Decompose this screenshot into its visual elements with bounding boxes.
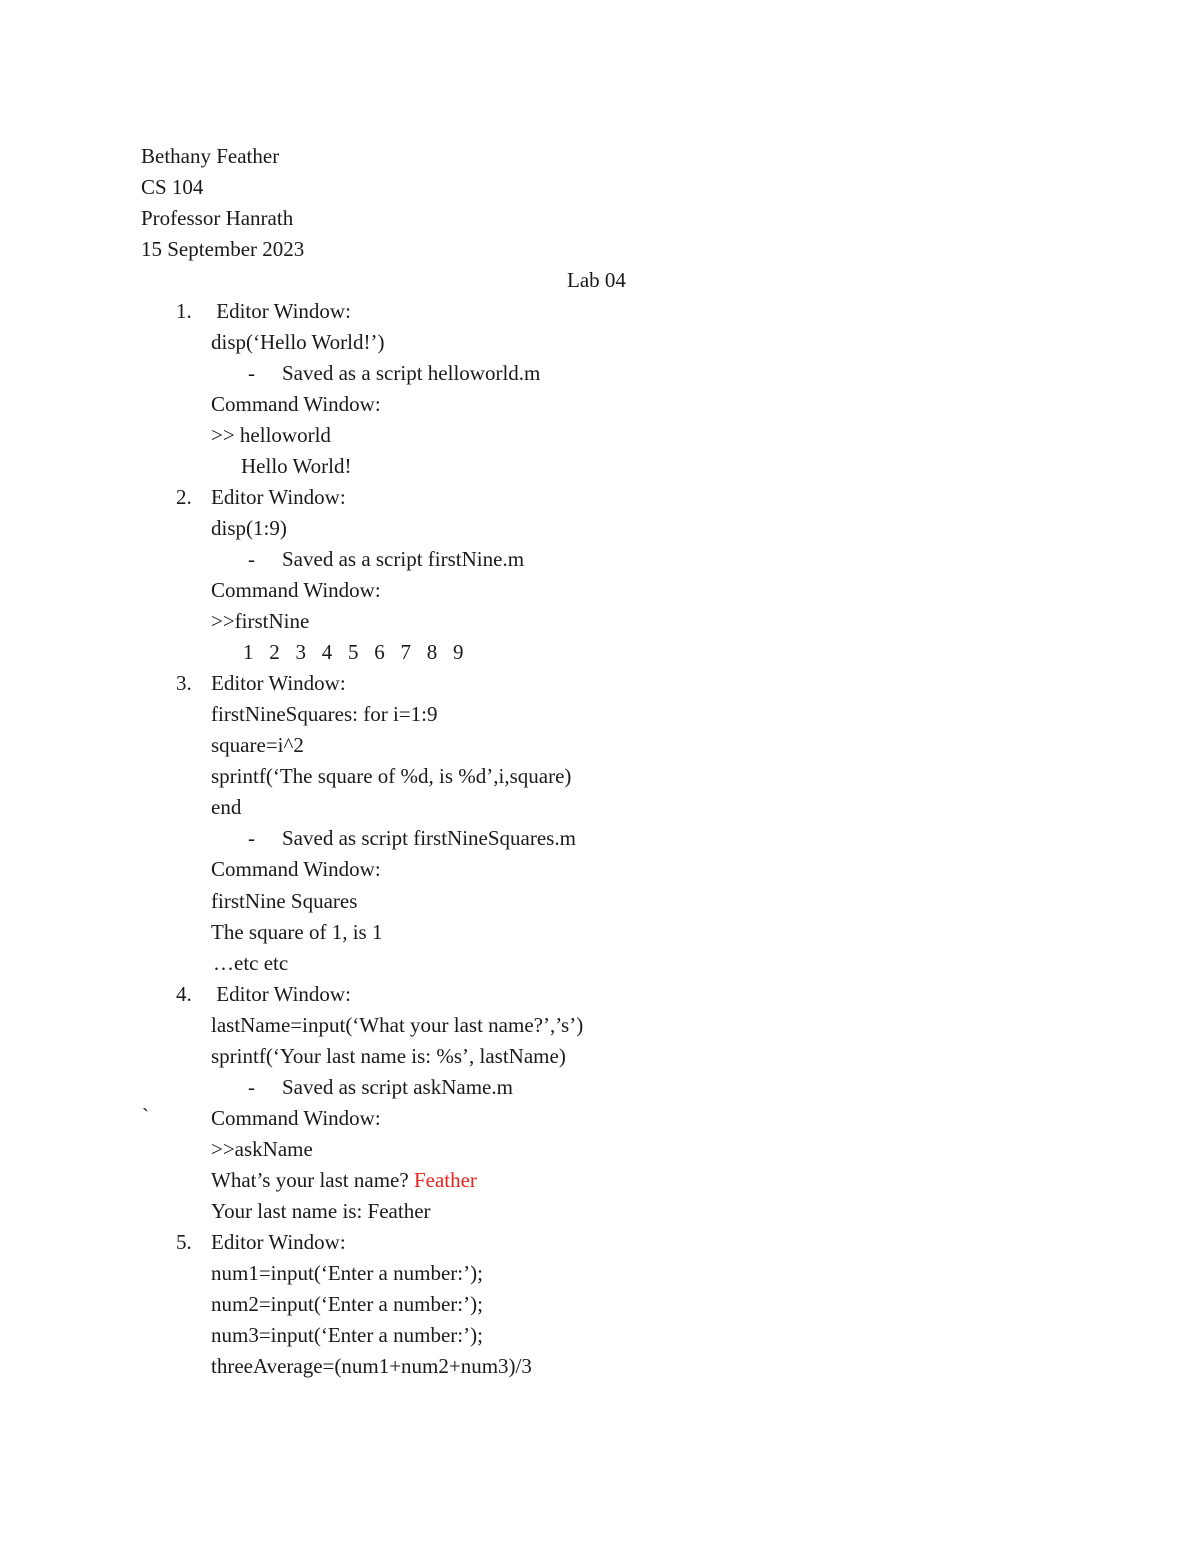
saved-note: Saved as script firstNineSquares.m: [282, 826, 576, 850]
bullet-dash: -: [248, 1075, 255, 1099]
code-line: num2=input(‘Enter a number:’);: [211, 1292, 483, 1316]
command-line: >>firstNine: [211, 609, 310, 633]
code-line: square=i^2: [211, 733, 304, 757]
code-line: sprintf(‘The square of %d, is %d’,i,square): [211, 764, 572, 788]
command-output: The square of 1, is 1: [211, 920, 383, 944]
code-line: disp(‘Hello World!’): [211, 330, 385, 354]
command-output: Hello World!: [241, 454, 352, 478]
code-line: threeAverage=(num1+num2+num3)/3: [211, 1354, 532, 1378]
list-number: 3.: [176, 671, 192, 695]
bullet-dash: -: [248, 547, 255, 571]
prompt-text: What’s your last name?: [211, 1168, 414, 1192]
section-heading: Editor Window:: [211, 485, 346, 509]
command-line: >>askName: [211, 1137, 313, 1161]
command-line: firstNine Squares: [211, 889, 358, 913]
prompt-line: [211, 1170, 477, 1191]
section-heading: Editor Window:: [211, 1230, 346, 1254]
code-line: lastName=input(‘What your last name?’,’s’): [211, 1013, 584, 1037]
saved-note: Saved as script askName.m: [282, 1075, 513, 1099]
code-line: sprintf(‘Your last name is: %s’, lastName): [211, 1044, 566, 1068]
code-line: num1=input(‘Enter a number:’);: [211, 1261, 483, 1285]
document-date: 15 September 2023: [141, 237, 305, 261]
bullet-dash: -: [248, 826, 255, 850]
section-heading: Command Window:: [211, 1106, 381, 1130]
code-line: firstNineSquares: for i=1:9: [211, 702, 438, 726]
list-number: 1.: [176, 299, 192, 323]
code-line: num3=input(‘Enter a number:’);: [211, 1323, 483, 1347]
stray-mark: `: [142, 1104, 149, 1128]
code-line: disp(1:9): [211, 516, 287, 540]
command-line: >> helloworld: [211, 423, 331, 447]
professor-name: Professor Hanrath: [141, 206, 294, 230]
command-output: 1 2 3 4 5 6 7 8 9: [243, 640, 464, 664]
list-number: 5.: [176, 1230, 192, 1254]
command-output: …etc etc: [213, 951, 289, 975]
section-heading: Editor Window:: [211, 982, 351, 1006]
section-heading: Editor Window:: [211, 299, 351, 323]
section-heading: Editor Window:: [211, 671, 346, 695]
document-title: Lab 04: [567, 268, 626, 292]
list-number: 2.: [176, 485, 192, 509]
section-heading: Command Window:: [211, 578, 381, 602]
section-heading: Command Window:: [211, 392, 381, 416]
command-output: Your last name is: Feather: [211, 1199, 431, 1223]
code-line: end: [211, 795, 242, 819]
user-input-highlight: Feather: [413, 1168, 477, 1192]
saved-note: Saved as a script firstNine.m: [282, 547, 525, 571]
bullet-dash: -: [248, 361, 255, 385]
section-heading: Command Window:: [211, 857, 381, 881]
saved-note: Saved as a script helloworld.m: [282, 361, 541, 385]
author-name: Bethany Feather: [141, 144, 280, 168]
course-code: CS 104: [141, 175, 204, 199]
list-number: 4.: [176, 982, 192, 1006]
